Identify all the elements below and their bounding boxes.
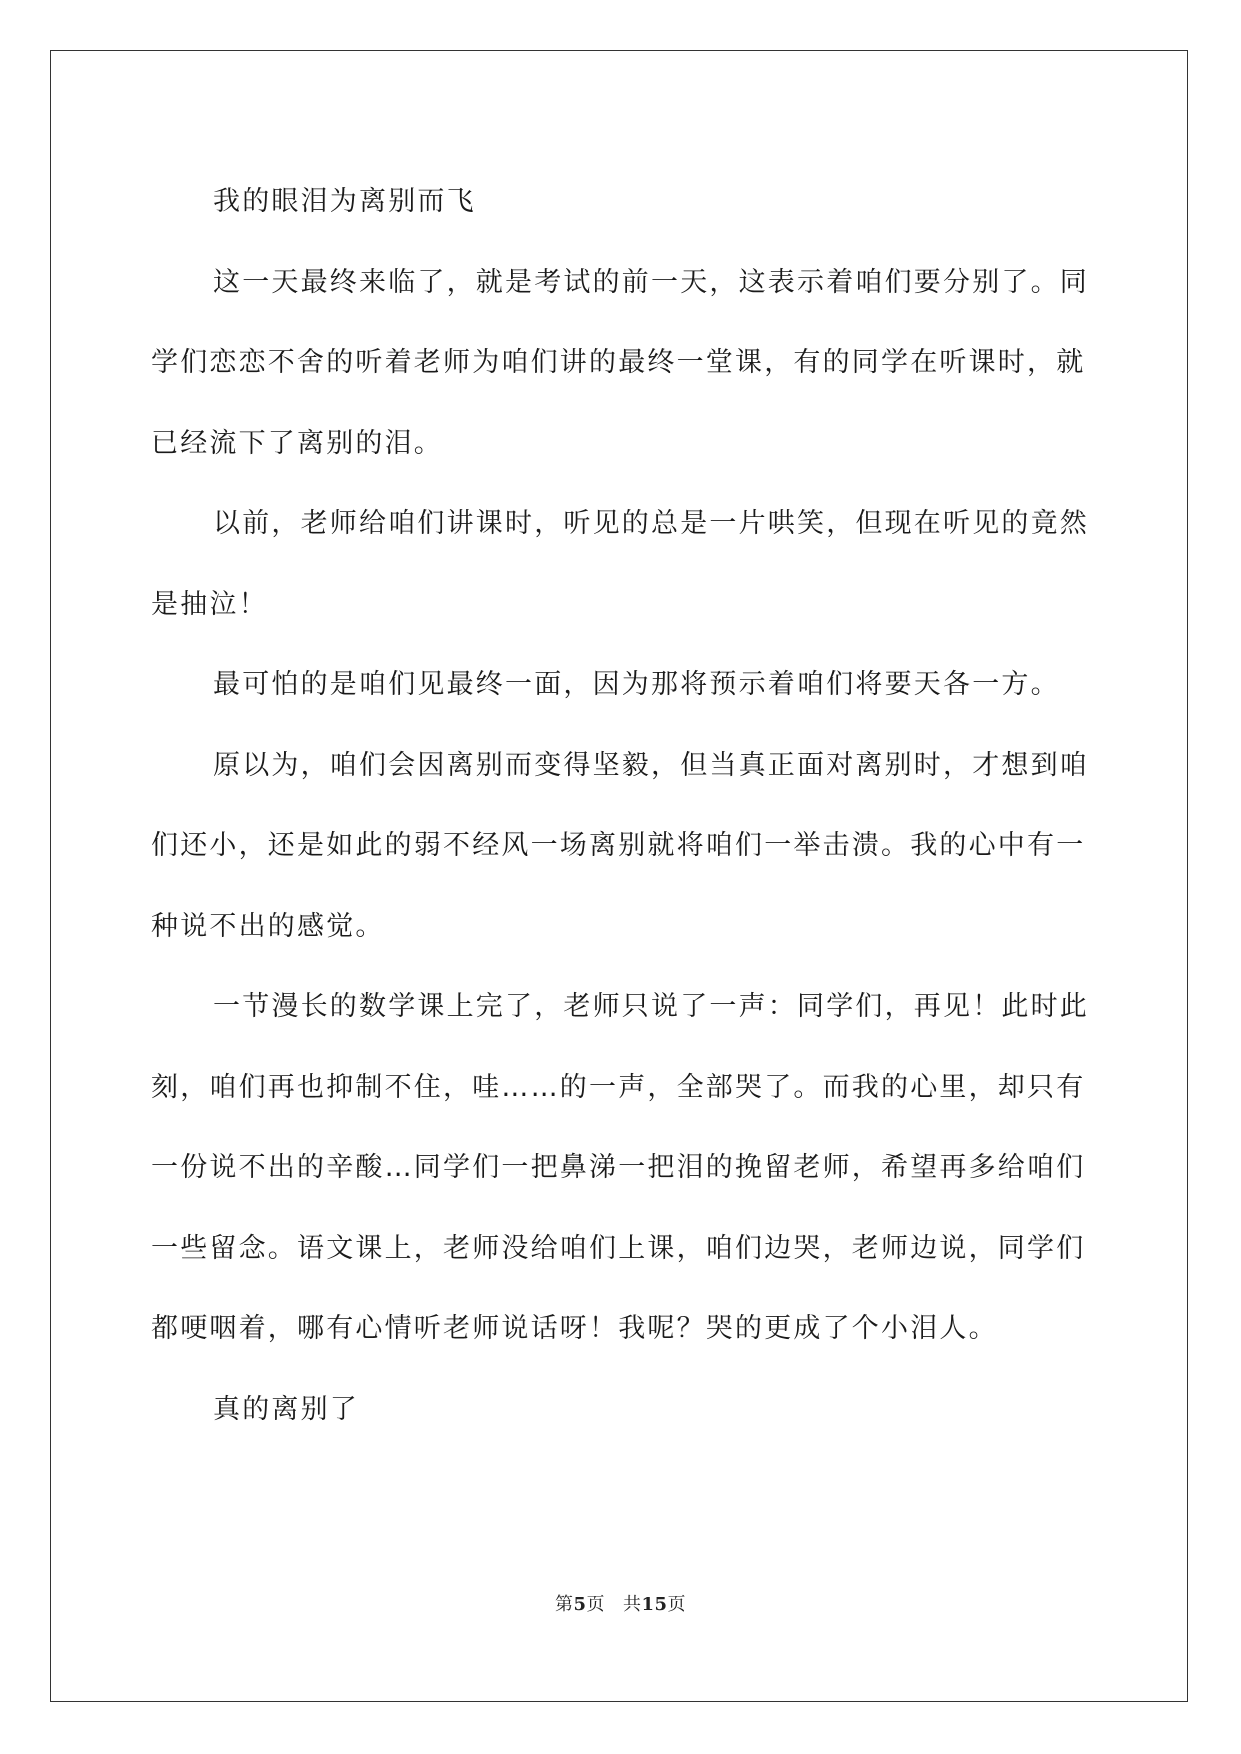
paragraph: 最可怕的是咱们见最终一面，因为那将预示着咱们将要天各一方。 [213,669,1060,700]
page-suffix: 页 [586,1594,605,1615]
total-pages: 15 [641,1594,668,1615]
paragraph: 一节漫长的数学课上完了，老师只说了一声：同学们，再见！此时此刻，咱们再也抑制不住，哇……的一声，全部哭了。而我的心里，却只有一份说不出的辛酸…同学们一把鼻涕一把泪的挽留老师，希望再多给咱们一些留念。语文课上，老师没给咱们上课，咱们边哭，老师边说，同学们都哽咽着，哪有心情听老师说话呀！我呢？哭的更成了个小泪人。 [151,991,1089,1344]
paragraph: 真的离别了 [213,1393,359,1425]
paragraph: 以前，老师给咱们讲课时，听见的总是一片哄笑，但现在听见的竟然是抽泣！ [151,508,1089,620]
total-suffix: 页 [667,1594,687,1615]
paragraph-title: 我的眼泪为离别而飞 [213,186,476,217]
paragraph: 这一天最终来临了，就是考试的前一天，这表示着咱们要分别了。同学们恋恋不舍的听着老师为咱们讲的最终一堂课，有的同学在听课时，就已经流下了离别的泪。 [151,266,1089,459]
document-body [151,162,1091,1450]
total-prefix: 共 [622,1594,642,1615]
page-number: 5 [573,1594,587,1615]
page-prefix: 第 [554,1594,574,1615]
paragraph: 原以为，咱们会因离别而变得坚毅，但当真正面对离别时，才想到咱们还小，还是如此的弱不经风一场离别就将咱们一举击溃。我的心中有一种说不出的感觉。 [151,749,1089,942]
page-footer [0,1590,1241,1616]
